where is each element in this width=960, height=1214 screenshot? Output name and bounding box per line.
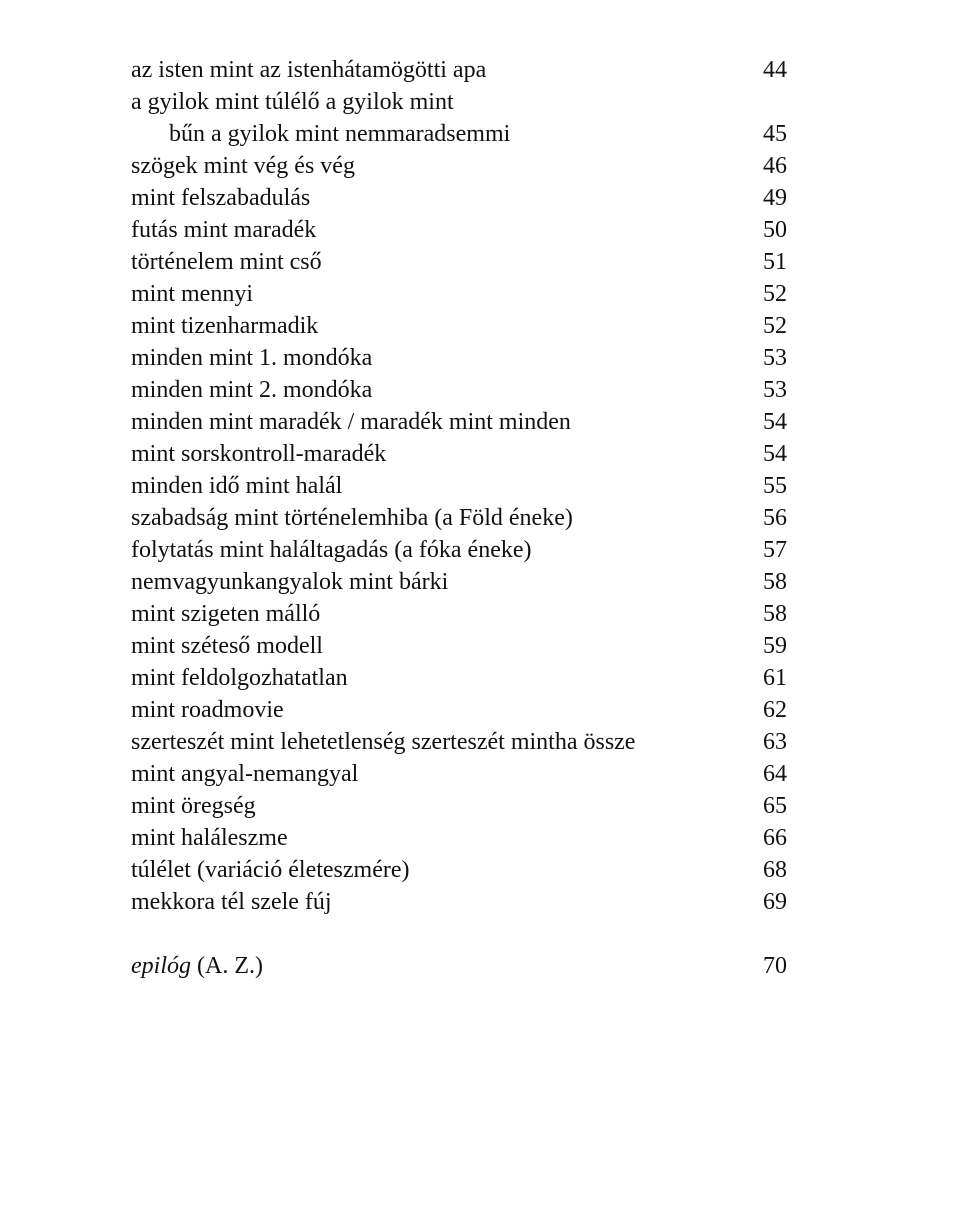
toc-entry-page: 65 [763,793,787,819]
table-of-contents [131,54,787,982]
toc-entry [131,854,787,886]
toc-entry [131,182,787,214]
toc-entry-title: folytatás mint haláltagadás (a fóka éneke) [131,537,532,563]
toc-entry-title: mint szigeten málló [131,601,321,627]
toc-entry [131,374,787,406]
toc-entry-page: 44 [763,57,787,83]
toc-entry [131,278,787,310]
toc-entry-page: 56 [763,505,787,531]
toc-entry-page: 57 [763,537,787,563]
toc-entry-title-continuation: bűn a gyilok mint nemmaradsemmi [169,121,511,147]
toc-entry-title: minden idő mint halál [131,473,343,499]
toc-entry-title: mint roadmovie [131,697,284,723]
toc-entry [131,758,787,790]
toc-entry [131,630,787,662]
toc-entry-page: 66 [763,825,787,851]
toc-entry-title: mint tizenharmadik [131,313,319,339]
toc-entry [131,342,787,374]
toc-entry-page: 61 [763,665,787,691]
toc-entry [131,534,787,566]
toc-entry-page: 49 [763,185,787,211]
toc-entry-title: mekkora tél szele fúj [131,889,332,915]
toc-entry [131,694,787,726]
toc-entry-page: 63 [763,729,787,755]
toc-entry [131,150,787,182]
toc-entry-title: szerteszét mint lehetetlenség szerteszét mintha össze [131,729,636,755]
toc-entry-page: 68 [763,857,787,883]
toc-entry [131,886,787,918]
toc-entry-page: 52 [763,281,787,307]
epilogue-title-italic: epilóg [131,953,191,979]
toc-entry [131,598,787,630]
toc-entry-title: minden mint 1. mondóka [131,345,373,371]
toc-entry-title: az isten mint az istenhátamögötti apa [131,57,487,83]
toc-entry-epilogue [131,950,787,982]
epilogue-title-author: (A. Z.) [191,953,263,979]
toc-entry [131,406,787,438]
toc-entry [131,470,787,502]
toc-entry-page: 51 [763,249,787,275]
toc-entry [131,790,787,822]
toc-entry-title: mint öregség [131,793,256,819]
toc-entry [131,246,787,278]
toc-entry-title: minden mint maradék / maradék mint minden [131,409,571,435]
toc-entry-title: mint haláleszme [131,825,288,851]
toc-entry [131,86,787,150]
toc-entry-page: 58 [763,601,787,627]
toc-entry [131,54,787,86]
toc-entry-page: 62 [763,697,787,723]
toc-entry-title: szögek mint vég és vég [131,153,355,179]
toc-entry-title: minden mint 2. mondóka [131,377,373,403]
toc-entry-page: 69 [763,889,787,915]
toc-entry-title: szabadság mint történelemhiba (a Föld éneke) [131,505,573,531]
toc-entry-title: mint sorskontroll-maradék [131,441,387,467]
toc-entry-title: mint széteső modell [131,633,323,659]
section-spacer [131,918,787,950]
toc-entry-title: történelem mint cső [131,249,322,275]
toc-entry-page: 58 [763,569,787,595]
toc-entry-page: 53 [763,345,787,371]
toc-entry-page: 45 [763,121,787,147]
toc-entry-title: mint angyal-nemangyal [131,761,359,787]
toc-entry [131,822,787,854]
toc-entry-title: a gyilok mint túlélő a gyilok mint [131,89,454,115]
toc-entry [131,438,787,470]
toc-entry [131,214,787,246]
toc-entry-page: 55 [763,473,787,499]
toc-entry [131,502,787,534]
toc-entry-page: 54 [763,409,787,435]
toc-entry-page: 46 [763,153,787,179]
toc-entry-title: mint felszabadulás [131,185,311,211]
toc-entry-title: mint mennyi [131,281,253,307]
toc-entry-title: nemvagyunkangyalok mint bárki [131,569,449,595]
toc-entry-page: 64 [763,761,787,787]
toc-entry-page: 70 [763,953,787,979]
toc-entry-title: mint feldolgozhatatlan [131,665,348,691]
toc-entry [131,726,787,758]
toc-entry [131,310,787,342]
toc-entry-title: túlélet (variáció életeszmére) [131,857,410,883]
toc-entry-page: 50 [763,217,787,243]
toc-entry [131,566,787,598]
toc-entry-page: 54 [763,441,787,467]
toc-entry-page: 53 [763,377,787,403]
toc-entry-page: 59 [763,633,787,659]
toc-entry-title [131,950,747,982]
toc-entry-title: futás mint maradék [131,217,317,243]
toc-entry-page: 52 [763,313,787,339]
toc-entry [131,662,787,694]
